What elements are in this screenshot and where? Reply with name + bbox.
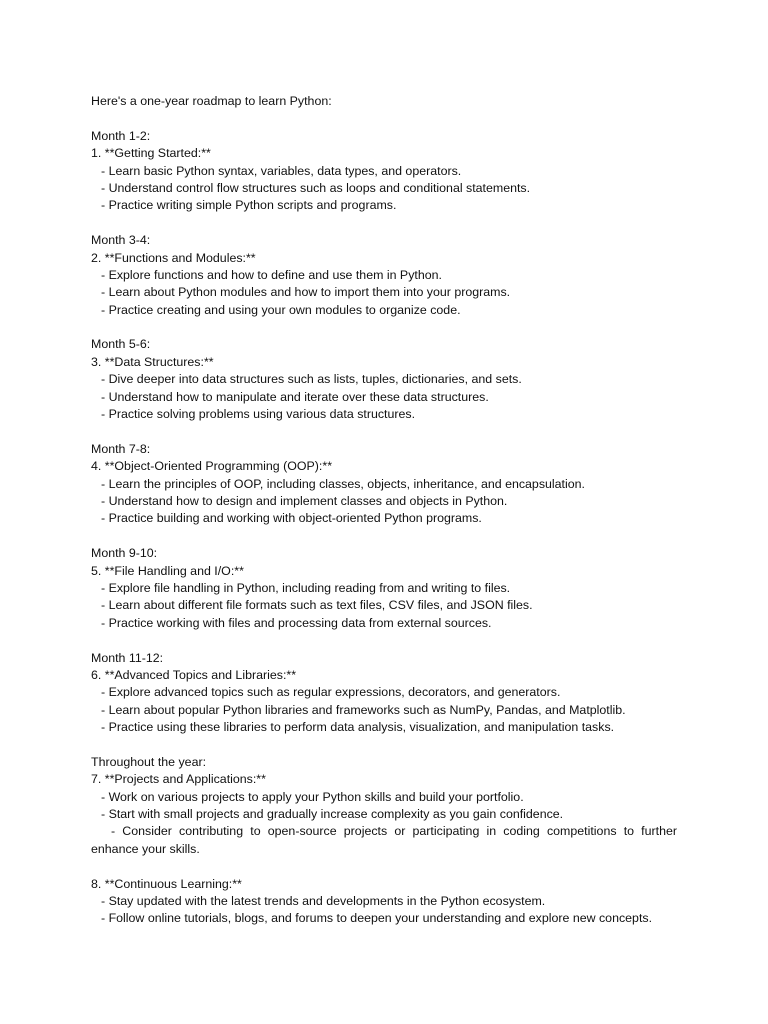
list-item: - Start with small projects and gradually increase complexity as you gain confidence. bbox=[101, 807, 564, 822]
section-heading: 2. **Functions and Modules:** bbox=[91, 250, 256, 265]
list-item: - Understand how to manipulate and iterate over these data structures. bbox=[101, 389, 489, 404]
section-heading: 5. **File Handling and I/O:** bbox=[91, 563, 244, 578]
list-item-wrapped: - Consider contributing to open-source projects or participating in coding competitions to further enhance your skills. bbox=[91, 824, 677, 856]
list-item: - Dive deeper into data structures such as lists, tuples, dictionaries, and sets. bbox=[101, 372, 522, 387]
section-period: Month 11-12: bbox=[91, 650, 164, 665]
section-period: Month 7-8: bbox=[91, 441, 151, 456]
roadmap-section bbox=[91, 545, 677, 632]
section-heading: 8. **Continuous Learning:** bbox=[91, 876, 242, 891]
document-page bbox=[91, 93, 677, 928]
list-item: - Learn the principles of OOP, including classes, objects, inheritance, and encapsulation. bbox=[101, 476, 585, 491]
spacer bbox=[91, 858, 677, 875]
section-period: Month 3-4: bbox=[91, 233, 151, 248]
section-heading: 1. **Getting Started:** bbox=[91, 146, 211, 161]
intro-text: Here's a one-year roadmap to learn Python: bbox=[91, 94, 332, 108]
roadmap-section bbox=[91, 336, 677, 423]
spacer bbox=[91, 423, 677, 440]
list-item: - Understand how to design and implement classes and objects in Python. bbox=[101, 493, 508, 508]
section-period: Month 5-6: bbox=[91, 337, 151, 352]
list-item: - Explore functions and how to define and use them in Python. bbox=[101, 267, 442, 282]
spacer bbox=[91, 736, 677, 753]
section-heading: 6. **Advanced Topics and Libraries:** bbox=[91, 667, 297, 682]
list-item: - Learn about popular Python libraries and frameworks such as NumPy, Pandas, and Matplotlib. bbox=[101, 702, 626, 717]
roadmap-section bbox=[91, 650, 677, 737]
list-item: - Practice solving problems using various data structures. bbox=[101, 407, 416, 422]
section-period: Month 1-2: bbox=[91, 128, 151, 143]
list-item: - Learn basic Python syntax, variables, data types, and operators. bbox=[101, 163, 462, 178]
section-period: Month 9-10: bbox=[91, 546, 158, 561]
list-item: - Learn about Python modules and how to import them into your programs. bbox=[101, 285, 511, 300]
list-item: - Stay updated with the latest trends and developments in the Python ecosystem. bbox=[101, 894, 546, 908]
spacer bbox=[91, 319, 677, 336]
list-item: - Practice working with files and processing data from external sources. bbox=[101, 615, 492, 630]
roadmap-section bbox=[91, 441, 677, 528]
list-item: - Practice writing simple Python scripts and programs. bbox=[101, 198, 397, 213]
list-item: - Work on various projects to apply your Python skills and build your portfolio. bbox=[101, 789, 524, 804]
spacer bbox=[91, 632, 677, 649]
section-period: Throughout the year: bbox=[91, 754, 207, 769]
spacer bbox=[91, 215, 677, 232]
roadmap-section bbox=[91, 754, 677, 858]
section-heading: 4. **Object-Oriented Programming (OOP):** bbox=[91, 459, 333, 474]
spacer bbox=[91, 110, 677, 127]
list-item: - Learn about different file formats such as text files, CSV files, and JSON files. bbox=[101, 598, 533, 613]
list-item: - Practice building and working with object-oriented Python programs. bbox=[101, 511, 482, 526]
list-item: - Understand control flow structures such as loops and conditional statements. bbox=[101, 180, 531, 195]
spacer bbox=[91, 528, 677, 545]
roadmap-section bbox=[91, 128, 677, 215]
section-heading: 3. **Data Structures:** bbox=[91, 354, 214, 369]
list-item: - Follow online tutorials, blogs, and forums to deepen your understanding and explore new concepts. bbox=[101, 911, 653, 926]
roadmap-section bbox=[91, 876, 677, 928]
list-item: - Explore file handling in Python, including reading from and writing to files. bbox=[101, 580, 511, 595]
list-item: - Explore advanced topics such as regular expressions, decorators, and generators. bbox=[101, 685, 561, 700]
roadmap-section bbox=[91, 232, 677, 319]
list-item: - Practice using these libraries to perform data analysis, visualization, and manipulation tasks. bbox=[101, 720, 615, 735]
section-heading: 7. **Projects and Applications:** bbox=[91, 772, 266, 787]
list-item: - Practice creating and using your own modules to organize code. bbox=[101, 302, 461, 317]
